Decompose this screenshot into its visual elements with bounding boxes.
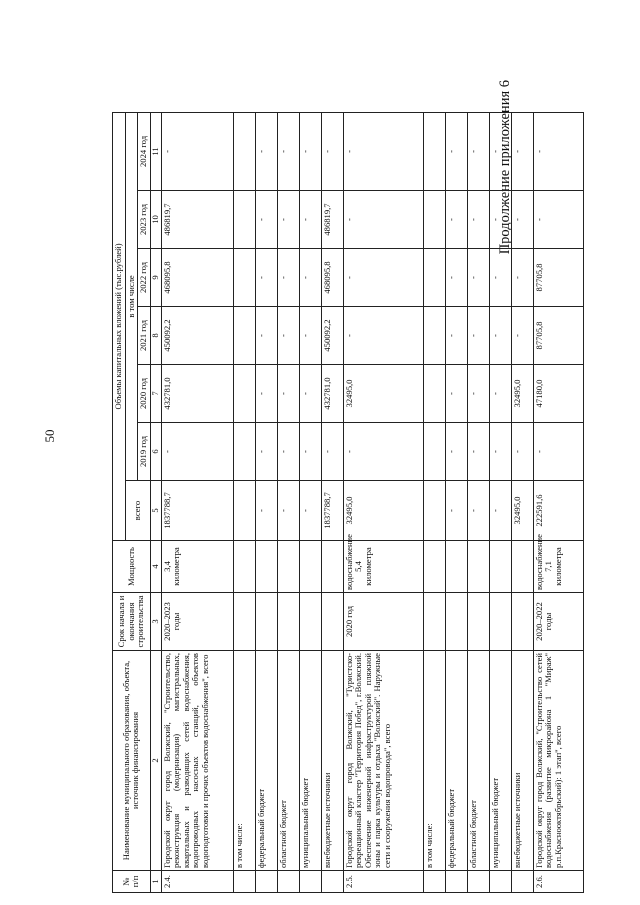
row-value [233, 249, 255, 307]
row-name: Городской округ город Волжский, "Строительство, реконструкция (модернизация) магистральных, квартальных и разводящих сетей водоснабжения, водопроводных насосных станций, объектов водоподготовки и прочих объектов водоснабжения", всего [161, 651, 233, 871]
row-name: в том числе: [423, 651, 445, 871]
row-value: 87705,8 [533, 307, 583, 365]
row-name: Городской округ город Волжский, "Строительство сетей водоснабжения (развитие микрорайона 1 "Мираж" р.п.Краснооктябрьский): 1 этап", всего [533, 651, 583, 871]
header-volumes: Объемы капитальных вложений (тыс.рублей) [113, 112, 126, 540]
row-period [511, 593, 533, 651]
row-value: - [445, 249, 467, 307]
row-value [423, 249, 445, 307]
row-value: - [277, 112, 299, 190]
col-number: 6 [150, 423, 161, 481]
row-number [423, 871, 445, 893]
row-value [233, 365, 255, 423]
continuation-title: Продолжение приложения 6 [497, 80, 513, 255]
row-value: - [299, 423, 321, 481]
table-row [467, 112, 489, 892]
table-row [299, 112, 321, 892]
row-value: 432781,0 [321, 365, 343, 423]
row-period [467, 593, 489, 651]
row-value: - [533, 423, 583, 481]
row-value: 32495,0 [343, 481, 423, 541]
row-period [255, 593, 277, 651]
row-value: - [489, 112, 511, 190]
header-year: 2022 год [138, 249, 151, 307]
row-value: 1837788,7 [321, 481, 343, 541]
row-value: - [343, 249, 423, 307]
row-name: федеральный бюджет [255, 651, 277, 871]
row-value [233, 481, 255, 541]
row-number [277, 871, 299, 893]
table-row [321, 112, 343, 892]
row-value: - [445, 365, 467, 423]
row-value: - [321, 423, 343, 481]
row-period [233, 593, 255, 651]
row-value: 468095,8 [161, 249, 233, 307]
row-value: - [299, 112, 321, 190]
row-period: 2020–2023 годы [161, 593, 233, 651]
row-value: - [511, 191, 533, 249]
row-capacity [233, 541, 255, 593]
capital-investment-table [112, 112, 584, 893]
row-period [423, 593, 445, 651]
row-period [489, 593, 511, 651]
row-name: Городской округ город Волжский, "Туристско-рекреационный кластер "Территория Побед", г.Волжский. Обеспечение инженерной инфраструктурой пляжной зоны и парка культуры и отдыха "Волжский". Наружные сети и сооружения водопровода", всего [343, 651, 423, 871]
row-value: - [277, 249, 299, 307]
row-capacity: водоснабжение 5,4 километра [343, 541, 423, 593]
row-capacity [511, 541, 533, 593]
row-number [233, 871, 255, 893]
row-value: - [299, 365, 321, 423]
row-value: 432781,0 [161, 365, 233, 423]
row-value [233, 423, 255, 481]
header-year: 2020 год [138, 365, 151, 423]
row-value: - [445, 191, 467, 249]
table-row [489, 112, 511, 892]
row-value [423, 481, 445, 541]
row-value: - [161, 423, 233, 481]
col-number: 1 [150, 871, 161, 893]
row-value: - [511, 423, 533, 481]
row-value: - [343, 112, 423, 190]
row-value: - [255, 191, 277, 249]
row-value: - [445, 481, 467, 541]
row-number [255, 871, 277, 893]
row-value: 87705,8 [533, 249, 583, 307]
row-value: - [277, 191, 299, 249]
row-value: - [467, 365, 489, 423]
row-period [277, 593, 299, 651]
row-value: - [489, 365, 511, 423]
row-value: - [277, 307, 299, 365]
row-value: - [489, 423, 511, 481]
row-capacity [321, 541, 343, 593]
row-name: муниципальный бюджет [299, 651, 321, 871]
row-name: внебюджетные источники [511, 651, 533, 871]
row-value: - [467, 249, 489, 307]
row-value: - [445, 307, 467, 365]
header-period: Срок начала и окончания строительства [113, 593, 151, 651]
row-value: - [511, 307, 533, 365]
row-value: - [511, 112, 533, 190]
row-value: 47180,0 [533, 365, 583, 423]
row-value: - [255, 112, 277, 190]
row-value: 32495,0 [511, 481, 533, 541]
row-value [233, 191, 255, 249]
rotated-table-container [112, 113, 627, 893]
table-row [445, 112, 467, 892]
row-name: в том числе: [233, 651, 255, 871]
row-number [445, 871, 467, 893]
row-number: 2.5. [343, 871, 423, 893]
row-number: 2.4. [161, 871, 233, 893]
header-year: 2024 год [138, 112, 151, 190]
row-value: - [299, 307, 321, 365]
row-value: - [533, 112, 583, 190]
row-value: 1837788,7 [161, 481, 233, 541]
row-value: - [255, 481, 277, 541]
row-value: - [343, 191, 423, 249]
row-value: - [255, 423, 277, 481]
row-value: - [489, 249, 511, 307]
row-value: 486819,7 [321, 191, 343, 249]
table-row [343, 112, 423, 892]
row-capacity [489, 541, 511, 593]
row-value: - [467, 191, 489, 249]
col-number: 4 [150, 541, 161, 593]
row-value: 486819,7 [161, 191, 233, 249]
row-number [467, 871, 489, 893]
row-value [423, 307, 445, 365]
table-body [161, 112, 583, 892]
row-value: - [467, 423, 489, 481]
col-number: 7 [150, 365, 161, 423]
row-value [233, 112, 255, 190]
row-value: - [255, 307, 277, 365]
row-value: 468095,8 [321, 249, 343, 307]
row-value: 32495,0 [343, 365, 423, 423]
row-value [233, 307, 255, 365]
row-value: - [299, 191, 321, 249]
row-period: 2020 год [343, 593, 423, 651]
header-year: 2021 год [138, 307, 151, 365]
table-row [423, 112, 445, 892]
row-number: 2.6. [533, 871, 583, 893]
row-capacity [467, 541, 489, 593]
table-row [233, 112, 255, 892]
header-year: 2019 год [138, 423, 151, 481]
row-value: - [445, 423, 467, 481]
row-value: - [277, 365, 299, 423]
header-capacity: Мощность [113, 541, 151, 593]
row-period: 2020–2022 годы [533, 593, 583, 651]
row-value: - [299, 481, 321, 541]
row-value [423, 423, 445, 481]
row-period [299, 593, 321, 651]
row-value: - [299, 249, 321, 307]
row-value: - [321, 112, 343, 190]
col-number: 8 [150, 307, 161, 365]
row-name: областной бюджет [467, 651, 489, 871]
row-number [321, 871, 343, 893]
col-number: 3 [150, 593, 161, 651]
row-value: - [533, 191, 583, 249]
row-capacity [445, 541, 467, 593]
row-value: 222591,6 [533, 481, 583, 541]
row-value: - [511, 249, 533, 307]
row-value: 450092,2 [161, 307, 233, 365]
row-capacity: 3,4 километра [161, 541, 233, 593]
row-value: - [343, 423, 423, 481]
row-value: - [255, 365, 277, 423]
row-name: внебюджетные источники [321, 651, 343, 871]
row-capacity [255, 541, 277, 593]
row-capacity [423, 541, 445, 593]
row-value: - [489, 191, 511, 249]
row-name: федеральный бюджет [445, 651, 467, 871]
row-name: муниципальный бюджет [489, 651, 511, 871]
table-row [255, 112, 277, 892]
col-number: 2 [150, 651, 161, 871]
row-period [321, 593, 343, 651]
table-row [277, 112, 299, 892]
row-value: - [161, 112, 233, 190]
row-value [423, 365, 445, 423]
header-name: Наименование муниципального образования, объекта, источник финансирования [113, 651, 151, 871]
row-capacity [299, 541, 321, 593]
col-number: 11 [150, 112, 161, 190]
row-capacity: водоснабжение 7,1 километра [533, 541, 583, 593]
row-period [445, 593, 467, 651]
table-row [161, 112, 233, 892]
header-total: всего [125, 481, 150, 541]
row-value: - [277, 423, 299, 481]
row-capacity [277, 541, 299, 593]
row-value [423, 112, 445, 190]
table-row [511, 112, 533, 892]
header-year: 2023 год [138, 191, 151, 249]
row-value: - [343, 307, 423, 365]
row-value: - [467, 307, 489, 365]
row-value: - [489, 307, 511, 365]
row-value: - [445, 112, 467, 190]
col-number: 10 [150, 191, 161, 249]
row-value: 32495,0 [511, 365, 533, 423]
header-num: № п/п [113, 871, 151, 893]
row-number [511, 871, 533, 893]
row-value: - [489, 481, 511, 541]
row-value: - [277, 481, 299, 541]
row-name: областной бюджет [277, 651, 299, 871]
row-value [423, 191, 445, 249]
header-incl: в том числе [125, 112, 138, 480]
row-number [489, 871, 511, 893]
row-number [299, 871, 321, 893]
row-value: 450092,2 [321, 307, 343, 365]
col-number: 9 [150, 249, 161, 307]
page-number: 50 [42, 429, 57, 443]
row-value: - [255, 249, 277, 307]
row-value: - [467, 481, 489, 541]
table-row [533, 112, 583, 892]
col-number: 5 [150, 481, 161, 541]
row-value: - [467, 112, 489, 190]
